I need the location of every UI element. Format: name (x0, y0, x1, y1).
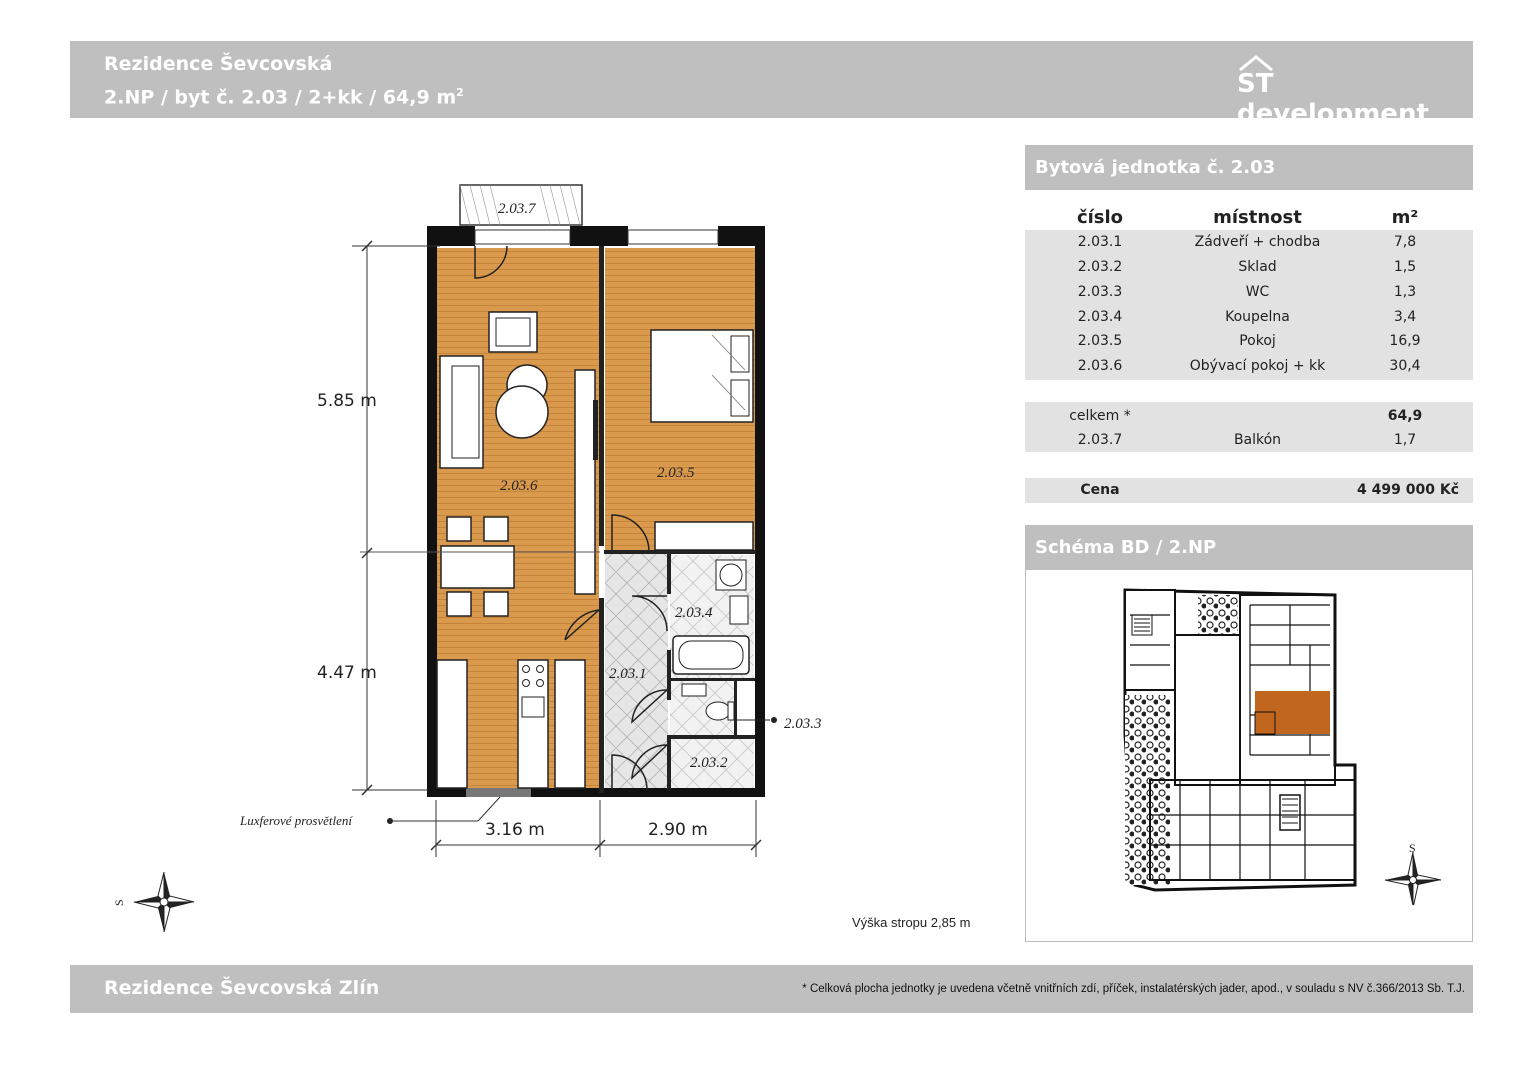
table-row (1025, 284, 1473, 309)
compass-letter-schema: S (1409, 841, 1416, 855)
room-label-living: 2.03.6 (500, 478, 538, 494)
wardrobe (575, 370, 595, 594)
table-header (1025, 207, 1473, 232)
table-row (1025, 309, 1473, 334)
dimension-upper-height: 5.85 m (317, 391, 377, 411)
total-area: 64,9 (1387, 408, 1423, 424)
price-value: 4 499 000 Kč (1357, 482, 1459, 498)
table-row (1025, 259, 1473, 284)
ceiling-height: Výška stropu 2,85 m (852, 915, 971, 930)
schema-title: Schéma BD / 2.NP (1025, 525, 1473, 570)
room-number: 2.03.4 (1077, 309, 1123, 325)
room-label-bedroom: 2.03.5 (657, 465, 695, 481)
compass-letter-left: S (112, 899, 126, 906)
room-area: 1,5 (1393, 259, 1417, 275)
total-label: celkem * (1069, 408, 1131, 424)
balcony-area: 1,7 (1393, 432, 1417, 448)
unit-subtitle: 2.NP / byt č. 2.03 / 2+kk / 64,9 $m^2$ (104, 86, 464, 109)
room-label-wc: 2.03.3 (784, 716, 822, 732)
room-name: WC (1245, 284, 1270, 300)
room-area: 1,3 (1393, 284, 1417, 300)
room-name: Koupelna (1225, 309, 1290, 325)
footer-title: Rezidence Ševcovská Zlín (104, 977, 380, 999)
price-row (1025, 482, 1473, 507)
project-title: Rezidence Ševcovská (104, 53, 333, 75)
room-name: Zádveří + chodba (1194, 234, 1321, 250)
footer-band (70, 965, 1473, 1013)
room-number: 2.03.1 (1077, 234, 1123, 250)
kitchen-cabinet (555, 660, 585, 788)
kitchen-counter (518, 660, 548, 788)
room-label-storage: 2.03.2 (690, 755, 728, 771)
footer-note: * Celková plocha jednotky je uvedena včetně vnitřních zdí, příček, instalatérských jader, apod., v souladu s NV č.366/2013 Sb. T.J. (802, 983, 1465, 995)
room-area: 7,8 (1393, 234, 1417, 250)
room-name: Pokoj (1239, 333, 1276, 349)
building-schema (1110, 585, 1470, 905)
column-header-room: místnost (1213, 207, 1302, 228)
price-label: Cena (1080, 482, 1120, 498)
balcony-row (1025, 432, 1473, 457)
room-number: 2.03.6 (1077, 358, 1123, 374)
room-area: 3,4 (1393, 309, 1417, 325)
compass-icon (134, 872, 194, 932)
table-row (1025, 234, 1473, 259)
luxfer-label: Luxferové prosvětlení (240, 813, 353, 828)
toilet (706, 702, 730, 720)
bedroom-wardrobe (655, 522, 753, 550)
room-number: 2.03.5 (1077, 333, 1123, 349)
column-header-number: číslo (1076, 207, 1124, 228)
dimension-left-width: 3.16 m (485, 820, 545, 840)
balcony-name: Balkón (1233, 432, 1282, 448)
dimension-lower-height: 4.47 m (317, 663, 377, 683)
room-label-bathroom: 2.03.4 (675, 605, 713, 621)
room-name: Sklad (1238, 259, 1277, 275)
compass-icon (1385, 852, 1441, 905)
room-label-balcony: 2.03.7 (498, 201, 536, 217)
dimension-right-width: 2.90 m (648, 820, 708, 840)
balcony-number: 2.03.7 (1077, 432, 1123, 448)
column-header-area: m² (1391, 207, 1419, 228)
kitchen-counter-left (437, 660, 467, 788)
room-area: 16,9 (1389, 333, 1421, 349)
unit-panel-title: Bytová jednotka č. 2.03 (1025, 145, 1473, 190)
table-row (1025, 333, 1473, 358)
room-name: Obývací pokoj + kk (1189, 358, 1326, 374)
room-number: 2.03.3 (1077, 284, 1123, 300)
company-logo: ST development (1237, 69, 1429, 129)
room-label-hall: 2.03.1 (609, 666, 647, 682)
room-area: 30,4 (1389, 358, 1421, 374)
total-row (1025, 408, 1473, 433)
table-row (1025, 358, 1473, 383)
room-number: 2.03.2 (1077, 259, 1123, 275)
